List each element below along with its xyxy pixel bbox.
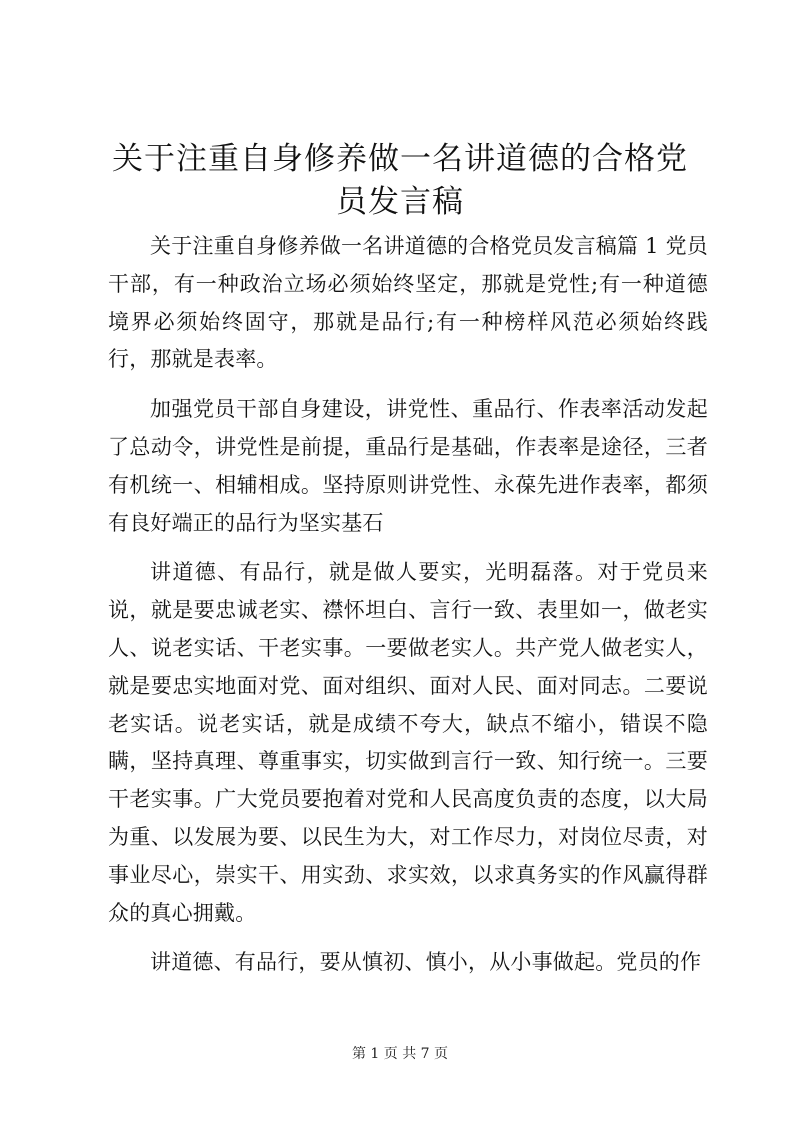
paragraph: 加强党员干部自身建设，讲党性、重品行、作表率活动发起了总动令，讲党性是前提，重品行是基础，作表率是途径，三者有机统一、相辅相成。坚持原则讲党性、永葆先进作表率，都须有良好端正的品行为坚实基石 [108, 397, 708, 535]
paragraph: 关于注重自身修养做一名讲道德的合格党员发言稿篇 1 党员干部，有一种政治立场必须始终坚定，那就是党性;有一种道德境界必须始终固守，那就是品行;有一种榜样风范必须始终践行，那就是表率。 [108, 234, 708, 372]
page-number-footer: 第 1 页 共 7 页 [351, 1046, 449, 1062]
document-title: 关于注重自身修养做一名讲道德的合格党员发言稿 [112, 141, 688, 220]
paragraph: 讲道德、有品行，就是做人要实，光明磊落。对于党员来说，就是要忠诚老实、襟怀坦白、言行一致、表里如一，做老实人、说老实话、干老实事。一要做老实人。共产党人做老实人，就是要忠实地面对党、面对组织、面对人民、面对同志。二要说老实话。说老实话，就是成绩不夸大，缺点不缩小，错误不隐瞒，坚持真理、尊重事实，切实做到言行一致、知行统一。三要干老实事。广大党员要抱着对党和人民高度负责的态度，以大局为重、以发展为要、以民生为大，对工作尽力，对岗位尽责，对事业尽心，崇实干、用实劲、求实效，以求真务实的作风赢得群众的真心拥戴。 [108, 560, 708, 925]
document-body [108, 228, 708, 994]
paragraph: 讲道德、有品行，要从慎初、慎小，从小事做起。党员的作 [150, 950, 702, 975]
